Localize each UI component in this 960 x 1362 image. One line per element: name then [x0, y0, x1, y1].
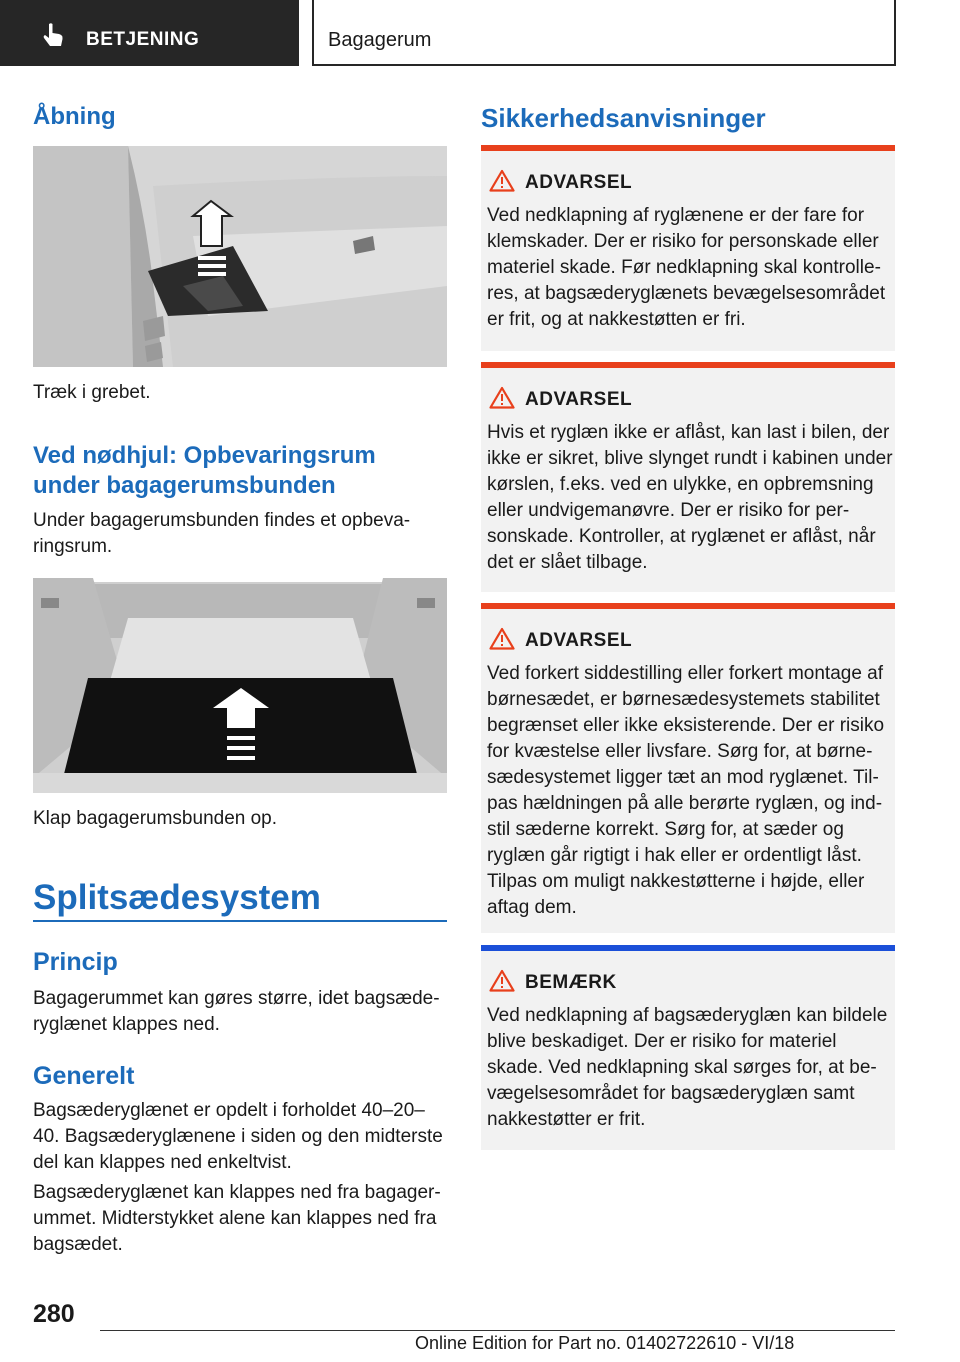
notice-bar: [481, 945, 895, 951]
opening-heading: Åbning: [33, 103, 116, 130]
notice-label: BEMÆRK: [525, 972, 617, 993]
opening-caption: Træk i grebet.: [33, 382, 151, 403]
warning-triangle-icon: [489, 386, 515, 409]
trunk-floor-photo: [33, 578, 447, 793]
warning-box-2: [481, 362, 895, 592]
general-heading: Generelt: [33, 1062, 135, 1090]
breadcrumb: [312, 0, 896, 66]
notice-text: Hvis et ryglæn ikke er aflåst, kan last i bilen, der ikke er sikret, blive slynget rundt i kabinen under kørslen, f.eks. ved en ulykke, en opbremsning eller undvigemanøvre. Der er risiko for personskade. Kontroller, at ryglænet er aflåst, når det er slået tilbage.: [487, 422, 893, 573]
notice-label: ADVARSEL: [525, 172, 633, 193]
warning-triangle-icon: [489, 627, 515, 650]
spare-wheel-text: Under bagagerumsbunden findes et opbevaringsrum.: [33, 510, 411, 557]
footer-rule: [100, 1330, 895, 1331]
spare-heading-line2: under bagagerumsbunden: [33, 472, 336, 499]
notice-box: [481, 945, 895, 1150]
breadcrumb-label: Bagagerum: [328, 29, 432, 51]
floor-caption: Klap bagagerumsbunden op.: [33, 808, 278, 829]
spare-wheel-heading: [33, 441, 447, 501]
warning-bar: [481, 362, 895, 368]
principle-heading: Princip: [33, 948, 118, 976]
notice-label: ADVARSEL: [525, 389, 633, 410]
safety-title: Sikkerhedsanvisninger: [481, 103, 766, 133]
section-title: BETJENING: [86, 29, 200, 50]
notice-text: Ved nedklapning af bagsæderyglæn kan bildele blive beskadiget. Der er risiko for materiel skade. Ved nedklapning skal sørges for, at bevægelsesområdet for bagsæderyglæn samt nakkestøtter er frit.: [487, 1005, 888, 1130]
general-text-2: Bagsæderyglænet kan klappes ned fra bagagerummet. Midterstykket alene kan klappes ned fra bagsædet.: [33, 1182, 441, 1255]
general-text-1: Bagsæderyglænet er opdelt i forholdet 40–20–40. Bagsæderyglænene i siden og den midterste del kan klappes ned enkeltvist.: [33, 1100, 443, 1173]
warning-triangle-icon: [489, 169, 515, 192]
warning-box-1: [481, 145, 895, 351]
warning-bar: [481, 603, 895, 609]
spare-heading-line1: Ved nødhjul: Opbevaringsrum: [33, 442, 376, 469]
edition-text: Online Edition for Part no. 01402722610 - VI/18: [415, 1333, 795, 1353]
notice-label: ADVARSEL: [525, 630, 633, 651]
principle-text: Bagagerummet kan gøres større, idet bagsæderyglænet klappes ned.: [33, 988, 440, 1035]
warning-box-3: [481, 603, 895, 933]
page-number: 280: [33, 1300, 75, 1328]
hand-pointer-icon: [40, 22, 66, 48]
trunk-handle-photo: [33, 146, 447, 367]
notice-text: Ved nedklapning af ryglænene er der fare for klemskader. Der er risiko for personskade eller materiel skade. Før nedklapning skal kontrolleres, at bagsæderyglænets bevægelsesområdet er frit, og at nakkestøtten er fri.: [487, 205, 886, 330]
title-rule: [33, 920, 447, 922]
warning-bar: [481, 145, 895, 151]
warning-triangle-icon: [489, 969, 515, 992]
notice-text: Ved forkert siddestilling eller forkert montage af børnesædet, er børnesædesystemets stabilitet begrænset eller ikke eksisterende. Der er risiko for kvæstelse eller livsfare. Sørg for, at børnesædesystemet ligger tæt an mod ryglænet. Tilpas hældningen på alle berørte ryglæn, og indstil sæderne korrekt. Sørg for, at sæder og ryglæn går rigtigt i hak eller er ordentligt låst. Tilpas om muligt nakkestøtterne i højde, eller aftag dem.: [487, 663, 885, 918]
split-seat-title: Splitsædesystem: [33, 878, 321, 917]
section-tab: [0, 0, 299, 66]
